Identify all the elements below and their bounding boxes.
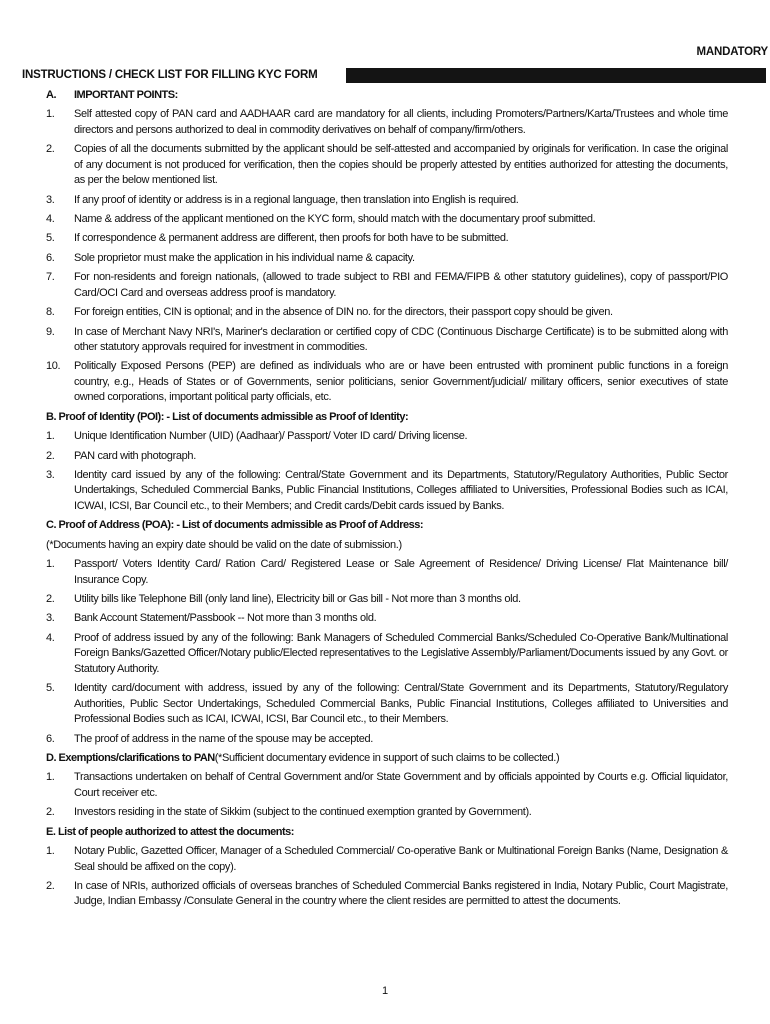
list-item — [46, 844, 728, 875]
list-item — [46, 325, 728, 356]
list-item-number: 1. — [46, 558, 55, 571]
list-item-number: 2. — [46, 806, 55, 819]
list-item-number: 3. — [46, 612, 55, 625]
list-item — [46, 193, 728, 209]
list-item — [46, 592, 728, 608]
section-c-note: (*Documents having an expiry date should be valid on the date of submission.) — [46, 538, 402, 551]
list-item-text: Sole proprietor must make the application in his individual name & capacity. — [74, 251, 415, 264]
list-item-number: 4. — [46, 213, 55, 226]
list-item — [46, 805, 728, 821]
list-item-text: Transactions undertaken on behalf of Central Government and/or State Government and by officials appointed by Courts e.g. Official liquidator, Court receiver etc. — [74, 771, 728, 799]
section-d-note: (*Sufficient documentary evidence in support of such claims to be collected.) — [214, 751, 560, 764]
section-e-heading: E. List of people authorized to attest the documents: — [46, 825, 294, 838]
list-item-number: 2. — [46, 879, 55, 892]
list-item-number: 3. — [46, 468, 55, 481]
list-item-text: Politically Exposed Persons (PEP) are defined as individuals who are or have been entrusted with prominent public functions in a foreign country, e.g., Heads of States or of Governments, senior politicians, senior Government/judicial/ military officers, senior executives of state owned corporations, important political party officials, etc. — [74, 360, 728, 404]
list-item — [46, 631, 728, 678]
list-item — [46, 359, 728, 406]
list-item-text: Proof of address issued by any of the following: Bank Managers of Scheduled Commercial Banks/Scheduled Co-Operative Bank/Multinational Foreign Banks/Gazetted Officer/Notary public/Elected representatives to the Legislative Assembly/Parliament/Documents issued by any Govt. or Statutory Authority. — [74, 631, 728, 675]
list-item — [46, 611, 728, 627]
list-item-text: PAN card with photograph. — [74, 449, 196, 462]
list-item-text: For non-residents and foreign nationals, (allowed to trade subject to RBI and FEMA/FIPB & other statutory guidelines), copy of passport/PIO Card/OCI Card and overseas address proof is mandatory. — [74, 271, 728, 299]
list-item-text: Passport/ Voters Identity Card/ Ration Card/ Registered Lease or Sale Agreement of Residence/ Driving License/ Flat Maintenance bill/ Insurance Copy. — [74, 558, 728, 586]
title-banner — [22, 68, 766, 83]
list-item-number: 1. — [46, 771, 55, 784]
section-a-label: A. — [46, 89, 56, 101]
section-c-list — [46, 557, 728, 747]
section-a-heading — [46, 88, 728, 104]
list-item-text: Unique Identification Number (UID) (Aadhaar)/ Passport/ Voter ID card/ Driving license. — [74, 430, 468, 443]
list-item — [46, 305, 728, 321]
list-item — [46, 770, 728, 801]
list-item-text: Investors residing in the state of Sikkim (subject to the continued exemption granted by Government). — [74, 806, 532, 819]
list-item-number: 5. — [46, 682, 55, 695]
list-item-text: Self attested copy of PAN card and AADHAAR card are mandatory for all clients, including Promoters/Partners/Karta/Trustees and whole time directors and persons authorized to deal in commodity derivatives on behalf of company/firm/others. — [74, 108, 728, 136]
list-item-number: 6. — [46, 251, 55, 264]
section-c-heading: C. Proof of Address (POA): - List of documents admissible as Proof of Address: — [46, 519, 424, 532]
list-item-text: Bank Account Statement/Passbook -- Not more than 3 months old. — [74, 612, 377, 625]
list-item — [46, 251, 728, 267]
section-b-list — [46, 429, 728, 514]
list-item-number: 5. — [46, 232, 55, 245]
list-item — [46, 107, 728, 138]
section-d-list — [46, 770, 728, 820]
section-a-title: IMPORTANT POINTS: — [74, 89, 178, 101]
list-item-text: The proof of address in the name of the spouse may be accepted. — [74, 732, 373, 745]
list-item-text: Notary Public, Gazetted Officer, Manager of a Scheduled Commercial/ Co-operative Bank or Multinational Foreign Banks (Name, Designation & Seal should be affixed on the copy). — [74, 845, 728, 873]
list-item — [46, 212, 728, 228]
list-item-text: Identity card issued by any of the following: Central/State Government and its Departments, Statutory/Regulatory Authorities, Public Sector Undertakings, Scheduled Commercial Banks, Public Financial Institutions, Colleges affiliated to Universities, Professional Bodies such as ICAI, ICWAI, ICSI, Bar Council etc., to their Members; and Credit cards/Debit cards issued by Banks. — [74, 468, 728, 512]
list-item-number: 8. — [46, 306, 55, 319]
list-item-text: If correspondence & permanent address are different, then proofs for both have to be submitted. — [74, 232, 509, 245]
section-e-list — [46, 844, 728, 910]
list-item-number: 10. — [46, 360, 61, 373]
list-item — [46, 879, 728, 910]
list-item — [46, 142, 728, 189]
list-item-number: 2. — [46, 593, 55, 606]
section-d-heading — [46, 751, 728, 767]
list-item-number: 9. — [46, 325, 55, 338]
list-item-number: 1. — [46, 845, 55, 858]
mandatory-label: MANDATORY — [696, 46, 768, 58]
list-item-number: 4. — [46, 631, 55, 644]
list-item — [46, 557, 728, 588]
list-item-text: Copies of all the documents submitted by the applicant should be self-attested and accompanied by originals for verification. In case the original of any document is not produced for verification, then the copies should be properly attested by entities authorized for attesting the documents, as per the below mentioned list. — [74, 143, 728, 187]
list-item — [46, 449, 728, 465]
list-item-number: 2. — [46, 143, 55, 156]
section-b-heading: B. Proof of Identity (POI): - List of documents admissible as Proof of Identity: — [46, 410, 409, 423]
list-item-number: 1. — [46, 108, 55, 121]
list-item — [46, 231, 728, 247]
list-item — [46, 429, 728, 445]
list-item-number: 6. — [46, 732, 55, 745]
list-item — [46, 732, 728, 748]
page-title: INSTRUCTIONS / CHECK LIST FOR FILLING KYC FORM — [22, 68, 346, 83]
list-item — [46, 681, 728, 728]
list-item-text: If any proof of identity or address is in a regional language, then translation into English is required. — [74, 193, 519, 206]
list-item-number: 2. — [46, 449, 55, 462]
section-d-title: D. Exemptions/clarifications to PAN — [46, 751, 215, 764]
section-a-list — [46, 107, 728, 406]
list-item-text: For foreign entities, CIN is optional; and in the absence of DIN no. for the directors, their passport copy should be given. — [74, 306, 613, 319]
list-item-number: 7. — [46, 271, 55, 284]
instructions-content — [46, 88, 728, 914]
list-item-text: Utility bills like Telephone Bill (only land line), Electricity bill or Gas bill - Not more than 3 months old. — [74, 593, 521, 606]
list-item — [46, 468, 728, 515]
list-item-text: In case of NRIs, authorized officials of overseas branches of Scheduled Commercial Banks registered in India, Notary Public, Court Magistrate, Judge, Indian Embassy /Consulate General in the country where the client resides are permitted to attest the documents. — [74, 879, 728, 908]
list-item-text: Identity card/document with address, issued by any of the following: Central/State Government and its Departments, Statutory/Regulatory Authorities, Public Sector Undertakings, Scheduled Commercial Banks, Public Financial Institutions, Colleges affiliated to Universities and Professional Bodies such as ICAI, ICWAI, ICSI, Bar Council etc., to their Members. — [74, 682, 728, 726]
list-item-text: In case of Merchant Navy NRI's, Mariner's declaration or certified copy of CDC (Continuous Discharge Certificate) is to be submitted along with other statutory approvals required for investment in commodities. — [74, 325, 728, 354]
list-item-number: 1. — [46, 430, 55, 443]
list-item-number: 3. — [46, 193, 55, 206]
list-item — [46, 270, 728, 301]
list-item-text: Name & address of the applicant mentioned on the KYC form, should match with the documentary proof submitted. — [74, 213, 596, 226]
page-number: 1 — [381, 985, 389, 997]
